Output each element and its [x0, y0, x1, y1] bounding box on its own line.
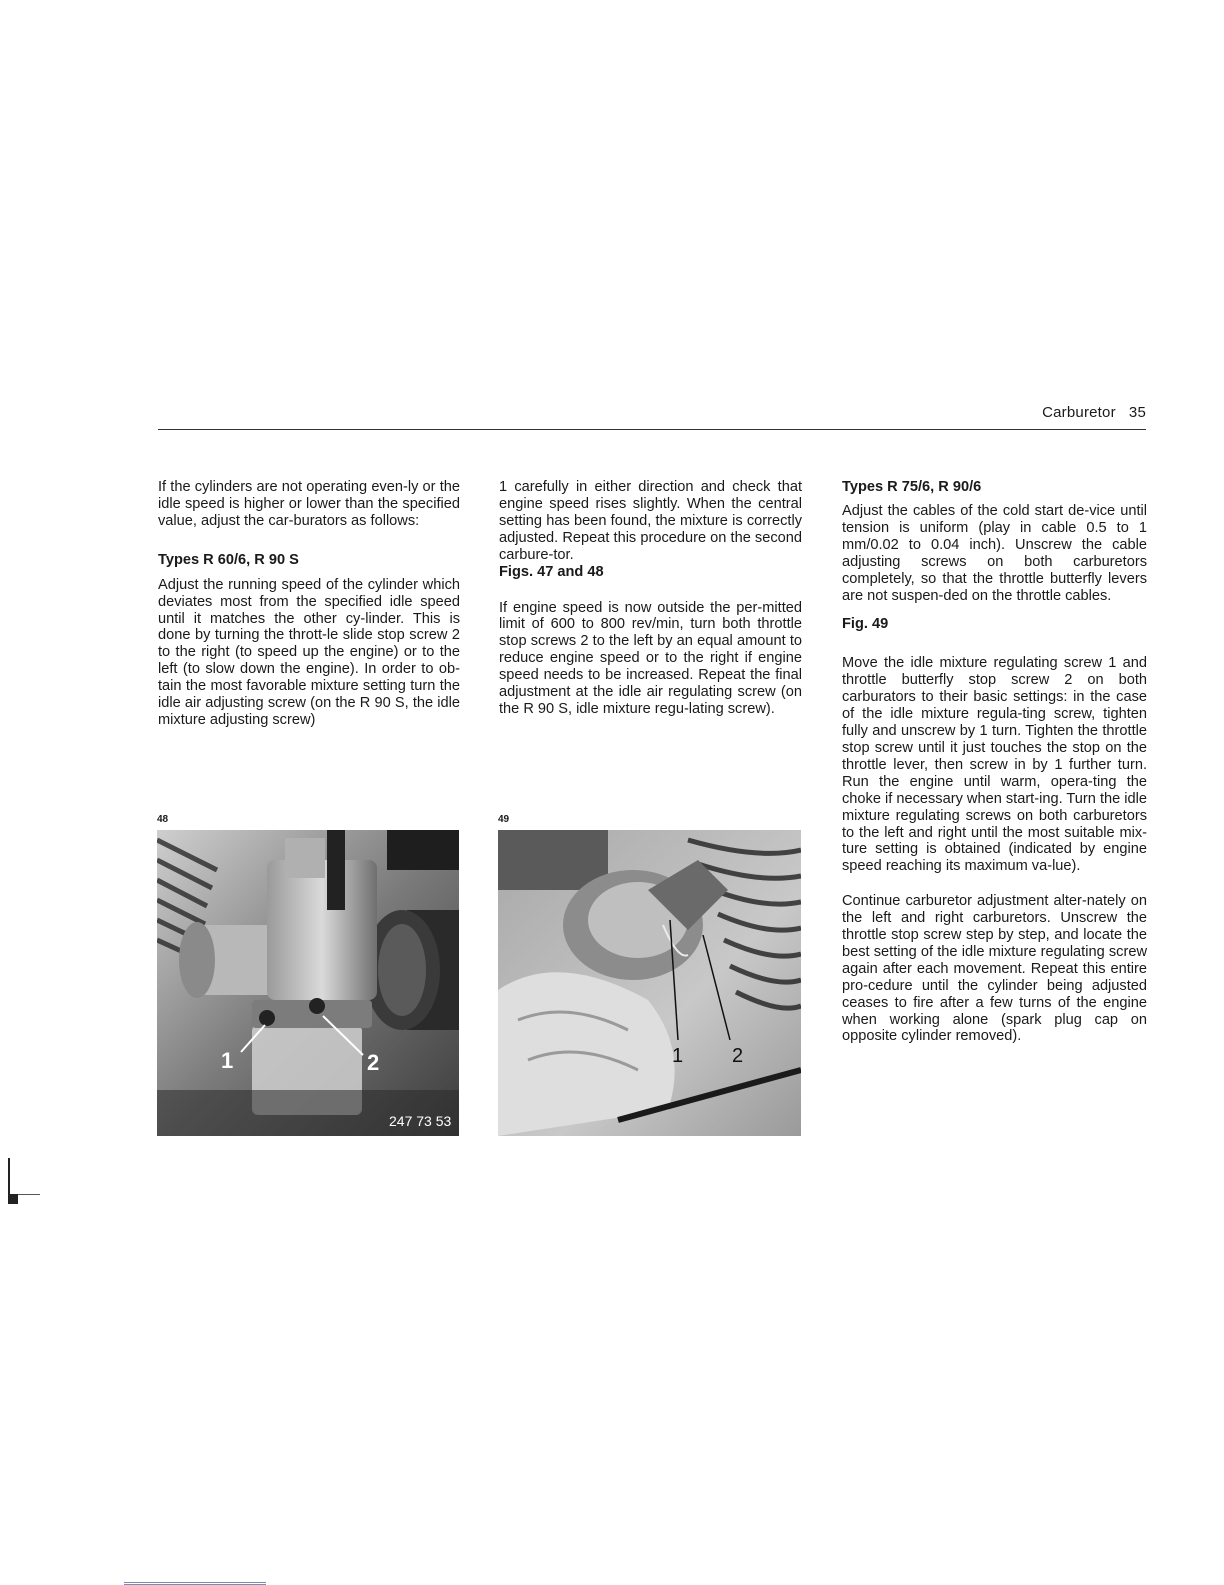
callout-1-label: 1 [672, 1045, 684, 1067]
section-title: Carburetor [1042, 404, 1116, 421]
body-paragraph: If engine speed is now outside the per-mitted limit of 600 to 800 rev/min, turn both throttle stop screws 2 to the left by an equal amount to reduce engine speed or to the right if engine speed needs to be increased. Repeat the final adjustment at the idle air regulating screw (on the R 90 S, idle mixture regu-lating screw). [499, 599, 802, 717]
figure-49 [498, 814, 801, 1136]
callout-1-leader [241, 1025, 265, 1052]
page-header [158, 404, 1146, 430]
scan-artifact [8, 1158, 10, 1198]
figure-number: 48 [157, 814, 169, 825]
intro-paragraph: If the cylinders are not operating even-ly or the idle speed is higher or lower than the specified value, adjust the car-burators as follows: [158, 479, 460, 529]
photo-code: 247 73 53 [389, 1113, 452, 1129]
column-1 [158, 479, 460, 729]
scan-artifact [18, 1194, 40, 1195]
body-paragraph: Continue carburetor adjustment alter-nately on the left and right carburetors. Unscrew the throttle stop screw step by step, and locate the best setting of the idle mixture regulating screw again after each movement. Repeat this entire pro-cedure until the cylinder being adjusted ceases to fire after a few turns of the engine when working alone (spark plug cap on opposite cylinder removed). [842, 893, 1147, 1045]
callout-2-label: 2 [732, 1045, 744, 1067]
section-heading: Figs. 47 and 48 [499, 563, 604, 580]
running-head [1042, 404, 1146, 421]
body-paragraph: Adjust the cables of the cold start de-vice until tension is uniform (play in cable 0.5 to 1 mm/0.02 to 0.04 inch). Unscrew the cable adjusting screws on both carburetors completely, so that the throttle butterfly levers are not suspen-ded on the throttle cables. [842, 503, 1147, 604]
header-rule [158, 429, 1146, 430]
carburetor-photo [157, 830, 459, 1136]
column-3 [842, 479, 1147, 1045]
callout-2-leader [323, 1016, 363, 1055]
callout-2-leader [703, 935, 730, 1040]
section-heading: Fig. 49 [842, 616, 889, 633]
section-heading: Types R 75/6, R 90/6 [842, 479, 982, 495]
scan-artifact [8, 1194, 18, 1204]
figure-48 [157, 814, 459, 1136]
body-paragraph: 1 carefully in either direction and check that engine speed rises slightly. When the central setting has been found, the mixture is correctly adjusted. Repeat this procedure on the second carbure-tor. [499, 479, 802, 563]
callout-1-label: 1 [221, 1048, 234, 1073]
body-paragraph: Adjust the running speed of the cylinder which deviates most from the specified idle speed until it matches the other cy-linder. This is done by turning the thrott-le slide stop screw 2 to the right (to speed up the engine) or to the left (to slow down the engine). In order to ob-tain the most favorable mixture setting turn the idle air adjusting screw (on the R 90 S, the idle mixture adjusting screw) [158, 576, 460, 728]
scan-artifact-rule [124, 1582, 266, 1583]
callout-2-label: 2 [367, 1050, 380, 1075]
figure-number: 49 [498, 814, 510, 825]
body-paragraph: Move the idle mixture regulating screw 1 and throttle butterfly stop screw 2 on both carburators to their basic settings: in the case of the idle mixture regula-ting screw, tighten fully and unscrew by 1 turn. Tighten the throttle stop screw until it just touches the stop on the throttle lever, then screw in by 1 further turn. Run the engine until warm, opera-ting the choke if necessary when start-ing. Turn the idle mixture regulating screws on both carburetors to the left and right until the most suitable mix-ture setting is obtained (indicated by engine speed reaching its maximum va-lue). [842, 655, 1148, 875]
carburetor-photo [498, 830, 801, 1136]
page-number: 35 [1128, 404, 1146, 421]
column-2 [499, 479, 802, 718]
callout-1-leader [670, 920, 678, 1040]
section-heading: Types R 60/6, R 90 S [158, 551, 299, 568]
